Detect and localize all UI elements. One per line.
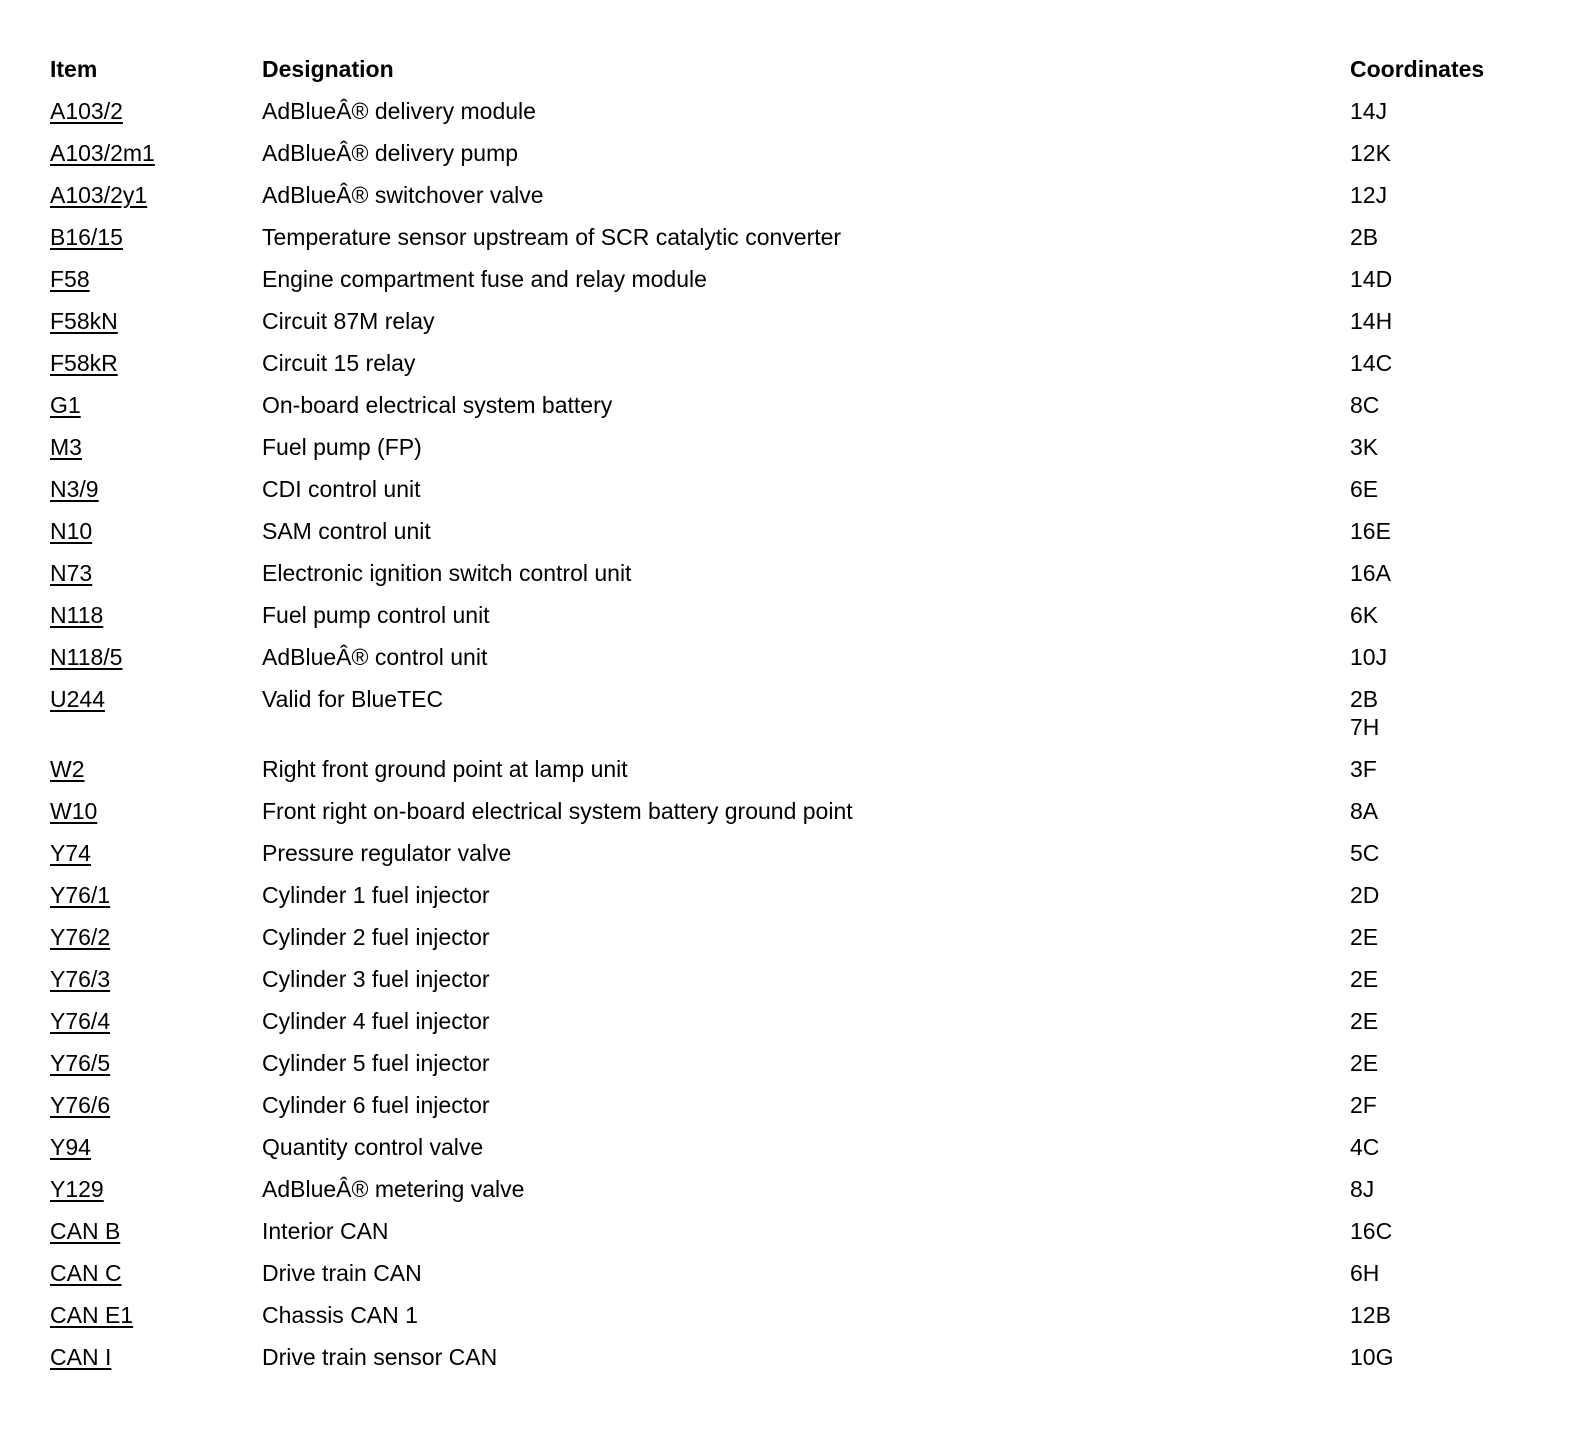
coordinates-cell xyxy=(1350,1133,1550,1161)
item-cell xyxy=(50,517,262,545)
designation-cell: Pressure regulator valve xyxy=(262,840,512,866)
coordinate-value: 5C xyxy=(1350,840,1380,866)
designation-cell: Circuit 15 relay xyxy=(262,350,416,376)
coordinate-value: 12J xyxy=(1350,182,1388,208)
designation-cell: Electronic ignition switch control unit xyxy=(262,560,632,586)
coordinate-value: 10G xyxy=(1350,1344,1394,1370)
designation-cell: Cylinder 6 fuel injector xyxy=(262,1092,490,1118)
table-row xyxy=(50,1294,1550,1336)
designation-cell: On-board electrical system battery xyxy=(262,392,613,418)
designation-cell: Circuit 87M relay xyxy=(262,308,435,334)
coordinate-value: 16A xyxy=(1350,560,1391,586)
designation-cell: Cylinder 5 fuel injector xyxy=(262,1050,490,1076)
coordinates-cell xyxy=(1350,1049,1550,1077)
table-row xyxy=(50,1042,1550,1084)
coordinates-cell xyxy=(1350,307,1550,335)
table-row xyxy=(50,678,1550,748)
item-cell xyxy=(50,307,262,335)
coordinates-cell xyxy=(1350,265,1550,293)
item-link[interactable]: Y129 xyxy=(50,1176,104,1202)
coordinates-cell xyxy=(1350,517,1550,545)
item-cell xyxy=(50,923,262,951)
coordinate-value: 14H xyxy=(1350,308,1393,334)
item-link[interactable]: B16/15 xyxy=(50,224,123,250)
designation-cell: AdBlueÂ® metering valve xyxy=(262,1176,525,1202)
designation-cell: Chassis CAN 1 xyxy=(262,1302,418,1328)
item-cell xyxy=(50,881,262,909)
coordinate-value: 2F xyxy=(1350,1092,1377,1118)
table-row xyxy=(50,1126,1550,1168)
designation-cell: Drive train CAN xyxy=(262,1260,422,1286)
item-link[interactable]: Y76/4 xyxy=(50,1008,111,1034)
item-cell xyxy=(50,1301,262,1329)
coordinate-value: 8A xyxy=(1350,798,1379,824)
item-cell xyxy=(50,559,262,587)
table-body xyxy=(50,90,1550,1378)
coordinate-value: 2E xyxy=(1350,924,1379,950)
coordinate-value: 3K xyxy=(1350,434,1379,460)
header-item: Item xyxy=(50,56,98,82)
coordinate-value: 16C xyxy=(1350,1218,1393,1244)
item-link[interactable]: A103/2m1 xyxy=(50,140,155,166)
coordinates-cell xyxy=(1350,797,1550,825)
coordinate-value: 6H xyxy=(1350,1260,1380,1286)
coordinates-cell xyxy=(1350,97,1550,125)
table-row xyxy=(50,748,1550,790)
designation-cell: Valid for BlueTEC xyxy=(262,686,444,712)
item-cell xyxy=(50,1217,262,1245)
coordinates-cell xyxy=(1350,881,1550,909)
coordinates-cell xyxy=(1350,1091,1550,1119)
designation-cell: Temperature sensor upstream of SCR catalytic converter xyxy=(262,224,842,250)
item-cell xyxy=(50,1175,262,1203)
coordinate-value: 16E xyxy=(1350,518,1391,544)
designation-cell: Cylinder 1 fuel injector xyxy=(262,882,490,908)
coordinate-value: 8J xyxy=(1350,1176,1375,1202)
coordinates-cell xyxy=(1350,475,1550,503)
designation-cell: Cylinder 3 fuel injector xyxy=(262,966,490,992)
coordinate-value: 7H xyxy=(1350,714,1380,740)
item-cell xyxy=(50,643,262,671)
designation-cell: AdBlueÂ® control unit xyxy=(262,644,488,670)
item-cell xyxy=(50,181,262,209)
item-link[interactable]: Y76/1 xyxy=(50,882,111,908)
item-link[interactable]: CAN E1 xyxy=(50,1302,134,1328)
item-cell xyxy=(50,1259,262,1287)
coordinate-value: 10J xyxy=(1350,644,1388,670)
table-row xyxy=(50,384,1550,426)
coordinates-cell xyxy=(1350,923,1550,951)
table-row xyxy=(50,874,1550,916)
designation-cell: CDI control unit xyxy=(262,476,421,502)
table-row xyxy=(50,174,1550,216)
item-link[interactable]: N10 xyxy=(50,518,93,544)
designation-cell: AdBlueÂ® delivery module xyxy=(262,98,536,124)
item-link[interactable]: CAN C xyxy=(50,1260,122,1286)
designation-cell: Interior CAN xyxy=(262,1218,389,1244)
header-coordinates: Coordinates xyxy=(1350,56,1485,82)
coordinates-cell xyxy=(1350,1343,1550,1371)
table-row xyxy=(50,594,1550,636)
item-link[interactable]: M3 xyxy=(50,434,82,460)
designation-cell: Front right on-board electrical system battery ground point xyxy=(262,798,853,824)
item-link[interactable]: Y94 xyxy=(50,1134,91,1160)
designation-cell: Drive train sensor CAN xyxy=(262,1344,498,1370)
table-row xyxy=(50,958,1550,1000)
table-row xyxy=(50,1168,1550,1210)
designation-cell: Cylinder 2 fuel injector xyxy=(262,924,490,950)
item-cell xyxy=(50,797,262,825)
item-link[interactable]: Y74 xyxy=(50,840,91,866)
item-cell xyxy=(50,1343,262,1371)
component-legend-table xyxy=(50,48,1550,1378)
designation-cell: Engine compartment fuse and relay module xyxy=(262,266,707,292)
table-row xyxy=(50,636,1550,678)
item-cell xyxy=(50,1049,262,1077)
coordinate-value: 6K xyxy=(1350,602,1379,628)
item-link[interactable]: F58kN xyxy=(50,308,118,334)
item-link[interactable]: Y76/6 xyxy=(50,1092,111,1118)
item-link[interactable]: CAN I xyxy=(50,1344,112,1370)
table-header xyxy=(50,48,1550,90)
coordinate-value: 3F xyxy=(1350,756,1377,782)
item-link[interactable]: F58kR xyxy=(50,350,118,376)
item-link[interactable]: N73 xyxy=(50,560,93,586)
item-link[interactable]: N118/5 xyxy=(50,644,123,670)
coordinate-value: 4C xyxy=(1350,1134,1380,1160)
coordinates-cell xyxy=(1350,755,1550,783)
item-cell xyxy=(50,685,262,713)
table-row xyxy=(50,216,1550,258)
table-row xyxy=(50,258,1550,300)
coordinate-value: 8C xyxy=(1350,392,1380,418)
table-row xyxy=(50,1252,1550,1294)
coordinate-value: 2E xyxy=(1350,966,1379,992)
designation-cell: AdBlueÂ® switchover valve xyxy=(262,182,544,208)
table-row xyxy=(50,426,1550,468)
coordinates-cell xyxy=(1350,1301,1550,1329)
table-row xyxy=(50,916,1550,958)
coordinate-value: 14D xyxy=(1350,266,1393,292)
item-link[interactable]: A103/2 xyxy=(50,98,123,124)
item-link[interactable]: W10 xyxy=(50,798,98,824)
coordinate-value: 2B xyxy=(1350,686,1379,712)
item-cell xyxy=(50,433,262,461)
item-link[interactable]: F58 xyxy=(50,266,90,292)
coordinates-cell xyxy=(1350,685,1550,741)
item-cell xyxy=(50,1007,262,1035)
table-row xyxy=(50,1336,1550,1378)
item-link[interactable]: N3/9 xyxy=(50,476,99,502)
item-link[interactable]: U244 xyxy=(50,686,105,712)
item-link[interactable]: A103/2y1 xyxy=(50,182,148,208)
table-row xyxy=(50,468,1550,510)
coordinate-value: 2B xyxy=(1350,224,1379,250)
item-link[interactable]: CAN B xyxy=(50,1218,121,1244)
table-row xyxy=(50,1000,1550,1042)
coordinate-value: 12K xyxy=(1350,140,1391,166)
coordinate-value: 2E xyxy=(1350,1050,1379,1076)
item-cell xyxy=(50,265,262,293)
coordinates-cell xyxy=(1350,139,1550,167)
coordinate-value: 14J xyxy=(1350,98,1388,124)
coordinates-cell xyxy=(1350,643,1550,671)
coordinates-cell xyxy=(1350,1259,1550,1287)
table-row xyxy=(50,1084,1550,1126)
item-link[interactable]: Y76/2 xyxy=(50,924,111,950)
coordinates-cell xyxy=(1350,559,1550,587)
coordinates-cell xyxy=(1350,965,1550,993)
designation-cell: AdBlueÂ® delivery pump xyxy=(262,140,519,166)
item-cell xyxy=(50,1133,262,1161)
item-cell xyxy=(50,475,262,503)
coordinate-value: 2E xyxy=(1350,1008,1379,1034)
designation-cell: Right front ground point at lamp unit xyxy=(262,756,628,782)
coordinates-cell xyxy=(1350,1007,1550,1035)
table-row xyxy=(50,790,1550,832)
coordinate-value: 14C xyxy=(1350,350,1393,376)
item-link[interactable]: Y76/5 xyxy=(50,1050,111,1076)
item-cell xyxy=(50,839,262,867)
designation-cell: Cylinder 4 fuel injector xyxy=(262,1008,490,1034)
table-row xyxy=(50,1210,1550,1252)
table-row xyxy=(50,90,1550,132)
item-cell xyxy=(50,97,262,125)
coordinates-cell xyxy=(1350,839,1550,867)
table-row xyxy=(50,300,1550,342)
table-row xyxy=(50,132,1550,174)
table-row xyxy=(50,552,1550,594)
coordinate-value: 2D xyxy=(1350,882,1380,908)
item-cell xyxy=(50,965,262,993)
item-link[interactable]: N118 xyxy=(50,602,104,628)
coordinates-cell xyxy=(1350,391,1550,419)
coordinates-cell xyxy=(1350,601,1550,629)
coordinates-cell xyxy=(1350,181,1550,209)
table-row xyxy=(50,832,1550,874)
coordinate-value: 12B xyxy=(1350,1302,1391,1328)
designation-cell: Fuel pump control unit xyxy=(262,602,490,628)
item-cell xyxy=(50,601,262,629)
designation-cell: Fuel pump (FP) xyxy=(262,434,422,460)
coordinates-cell xyxy=(1350,1175,1550,1203)
table-row xyxy=(50,342,1550,384)
header-designation: Designation xyxy=(262,56,394,82)
item-link[interactable]: G1 xyxy=(50,392,81,418)
coordinates-cell xyxy=(1350,433,1550,461)
item-link[interactable]: W2 xyxy=(50,756,85,782)
item-cell xyxy=(50,223,262,251)
item-cell xyxy=(50,139,262,167)
designation-cell: SAM control unit xyxy=(262,518,431,544)
table-row xyxy=(50,510,1550,552)
item-link[interactable]: Y76/3 xyxy=(50,966,111,992)
item-cell xyxy=(50,391,262,419)
item-cell xyxy=(50,1091,262,1119)
coordinates-cell xyxy=(1350,223,1550,251)
coordinates-cell xyxy=(1350,1217,1550,1245)
item-cell xyxy=(50,755,262,783)
item-cell xyxy=(50,349,262,377)
coordinates-cell xyxy=(1350,349,1550,377)
coordinate-value: 6E xyxy=(1350,476,1379,502)
designation-cell: Quantity control valve xyxy=(262,1134,484,1160)
